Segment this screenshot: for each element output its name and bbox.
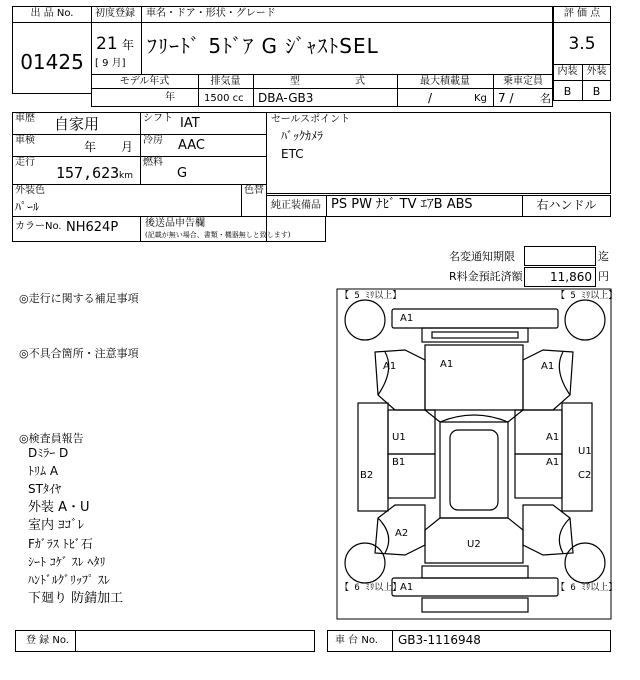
tire-front-left xyxy=(345,300,385,340)
model-year-label: モデル年式 xyxy=(119,76,170,87)
registration-month: [ 9 月] xyxy=(95,58,126,69)
right-front-fender xyxy=(523,350,573,410)
inspector-item: Dﾐﾗｰ D xyxy=(28,446,69,460)
recycle-fee-value: 11,860 xyxy=(550,270,592,284)
registration-no-label: 登 録 No. xyxy=(26,635,69,646)
windshield-line xyxy=(425,410,523,422)
right-rear-fender xyxy=(523,505,573,555)
post-declaration-note: (記載が無い場合、書類・機器無しと致します) xyxy=(145,231,291,239)
color-no-label: カラーNo. xyxy=(15,221,62,232)
ac-value: AAC xyxy=(178,138,205,153)
rear-bumper-upper xyxy=(422,566,528,578)
left-front-fender xyxy=(375,350,425,410)
mark-left-rear-door: B1 xyxy=(392,457,406,468)
tire-front-right xyxy=(565,300,605,340)
equipment-value: PS PW ﾅﾋﾞ TV ｴｱB ABS xyxy=(331,197,473,212)
tire-rear-left xyxy=(345,543,385,583)
overall-grade: 3.5 xyxy=(568,34,596,54)
recycle-fee-label: R料金預託済額 xyxy=(449,270,523,283)
color-change-label: 色替 xyxy=(244,185,264,196)
left-rear-arc xyxy=(378,518,389,553)
rear-bumper xyxy=(392,578,558,596)
capacity-label: 乗車定員 xyxy=(503,76,543,87)
defects-label: ◎不具合箇所・注意事項 xyxy=(19,347,139,360)
car-name-label: 車名・ドア・形状・グレード xyxy=(146,8,276,19)
inspector-item: ｼｰﾄ ｺｹﾞ ｽﾚ ﾍﾀﾘ xyxy=(28,555,106,569)
exterior-label: 外装 xyxy=(586,66,607,77)
post-declaration-label: 後送品申告欄 xyxy=(145,218,205,229)
inspector-item: STﾀｲﾔ xyxy=(28,482,61,496)
name-change-deadline-label: 名変通知期限 xyxy=(449,250,515,263)
inspector-item: 下廻り 防錆加工 xyxy=(28,591,124,606)
displacement-label: 排気量 xyxy=(210,76,241,87)
max-load-unit: Kg xyxy=(474,93,487,104)
type-label: 型 xyxy=(290,76,300,87)
grille-inner xyxy=(432,332,518,338)
max-load-value: / xyxy=(428,91,433,105)
mileage-label: 走行 xyxy=(15,157,35,168)
inspector-item: ﾄﾘﾑ A xyxy=(28,464,59,478)
rear-skirt xyxy=(422,598,528,612)
mark-rear-gate: U2 xyxy=(467,539,481,550)
color-no-value: NH624P xyxy=(66,220,119,235)
shaken-label: 車検 xyxy=(15,135,35,146)
tire-tread-front-right: 【 5 ﾐﾘ以上】 xyxy=(556,291,618,301)
registration-year: 21 xyxy=(96,34,118,54)
history-label: 車歴 xyxy=(15,113,35,124)
inspector-item: Fｶﾞﾗｽ ﾄﾋﾞ石 xyxy=(28,537,93,551)
car-name: ﾌﾘｰﾄﾞ 5ﾄﾞｱ G ｼﾞｬｽﾄSEL xyxy=(147,34,379,58)
lot-no-label: 出 品 No. xyxy=(30,8,74,19)
shift-label: シフト xyxy=(143,113,173,124)
left-side-panel xyxy=(358,403,388,511)
chassis-no-value: GB3-1116948 xyxy=(398,633,481,647)
mark-left-front-fender: A1 xyxy=(383,361,397,372)
mark-hood: A1 xyxy=(440,359,454,370)
max-load-label: 最大積載量 xyxy=(420,76,470,87)
tire-tread-front-left: 【 5 ﾐﾘ以上】 xyxy=(340,291,402,301)
steering-position: 右ハンドル xyxy=(536,198,597,212)
capacity-unit: 名 xyxy=(540,92,551,105)
roof-inner xyxy=(450,430,498,510)
right-side-panel xyxy=(562,403,592,511)
grille xyxy=(422,328,528,342)
shift-value: IAT xyxy=(180,116,200,131)
driving-notes-label: ◎走行に関する補足事項 xyxy=(19,292,139,305)
right-rear-arc xyxy=(559,518,570,553)
fuel-value: G xyxy=(177,166,188,181)
mileage-value: 157,623 xyxy=(56,164,120,182)
sales-point-1: ﾊﾞｯｸｶﾒﾗ xyxy=(281,129,324,143)
sales-point-2: ETC xyxy=(281,147,304,161)
sales-points-label: セールスポイント xyxy=(271,114,351,125)
lot-number: 01425 xyxy=(20,50,84,74)
mark-left-rear-quarter: B2 xyxy=(360,470,374,481)
type-label-2: 式 xyxy=(355,76,365,87)
interior-label: 内装 xyxy=(557,66,578,77)
inspector-item: ﾊﾝﾄﾞﾙｸﾞﾘｯﾌﾟ ｽﾚ xyxy=(28,573,110,587)
exterior-color-label: 外装色 xyxy=(15,185,45,196)
year-unit: 年 xyxy=(122,38,135,52)
displacement-value: 1500 cc xyxy=(204,93,244,104)
ac-label: 冷房 xyxy=(143,135,163,146)
front-bumper xyxy=(392,309,558,328)
capacity-value: 7 / xyxy=(498,91,514,105)
mark-left-rear-fender: A2 xyxy=(395,528,409,539)
mark-right-rear-door: A1 xyxy=(546,457,560,468)
mark-right-rear-quarter: C2 xyxy=(578,470,592,481)
left-front-arc xyxy=(378,352,389,395)
equipment-label: 純正装備品 xyxy=(271,200,321,211)
model-type-value: DBA-GB3 xyxy=(258,91,314,105)
inspector-item: 外装 A・U xyxy=(28,500,90,515)
history-value: 自家用 xyxy=(54,115,100,133)
hood xyxy=(425,345,523,410)
mileage-unit: km xyxy=(119,171,133,181)
recycle-fee-unit: 円 xyxy=(598,270,609,283)
mark-right-front-door: A1 xyxy=(546,432,560,443)
tire-tread-rear-left: 【 6 ﾐﾘ以上】 xyxy=(340,583,402,593)
tire-rear-right xyxy=(565,543,605,583)
shaken-month-unit: 月 xyxy=(121,140,134,154)
interior-grade: B xyxy=(563,85,572,98)
mark-left-front-door: U1 xyxy=(392,432,406,443)
inspector-report-label: ◎検査員報告 xyxy=(19,432,84,445)
grade-label: 評 価 点 xyxy=(563,8,601,19)
first-registration-label: 初度登録 xyxy=(95,8,135,19)
exterior-color-value: ﾊﾟｰﾙ xyxy=(15,200,40,214)
tire-tread-rear-right: 【 6 ﾐﾘ以上】 xyxy=(556,583,618,593)
right-front-arc xyxy=(559,352,570,395)
shaken-year-unit: 年 xyxy=(84,140,97,154)
model-year-value: 年 xyxy=(165,92,175,103)
inspector-item: 室内 ﾖｺﾞﾚ xyxy=(28,518,85,533)
exterior-grade: B xyxy=(592,85,601,98)
mark-rear-bumper: A1 xyxy=(400,582,414,593)
fuel-label: 燃料 xyxy=(143,157,163,168)
chassis-no-label: 車 台 No. xyxy=(335,635,378,646)
name-change-deadline-unit: 迄 xyxy=(598,250,609,263)
mark-right-side: U1 xyxy=(578,446,592,457)
mark-right-front-fender: A1 xyxy=(541,361,555,372)
mark-front-bumper: A1 xyxy=(400,313,414,324)
